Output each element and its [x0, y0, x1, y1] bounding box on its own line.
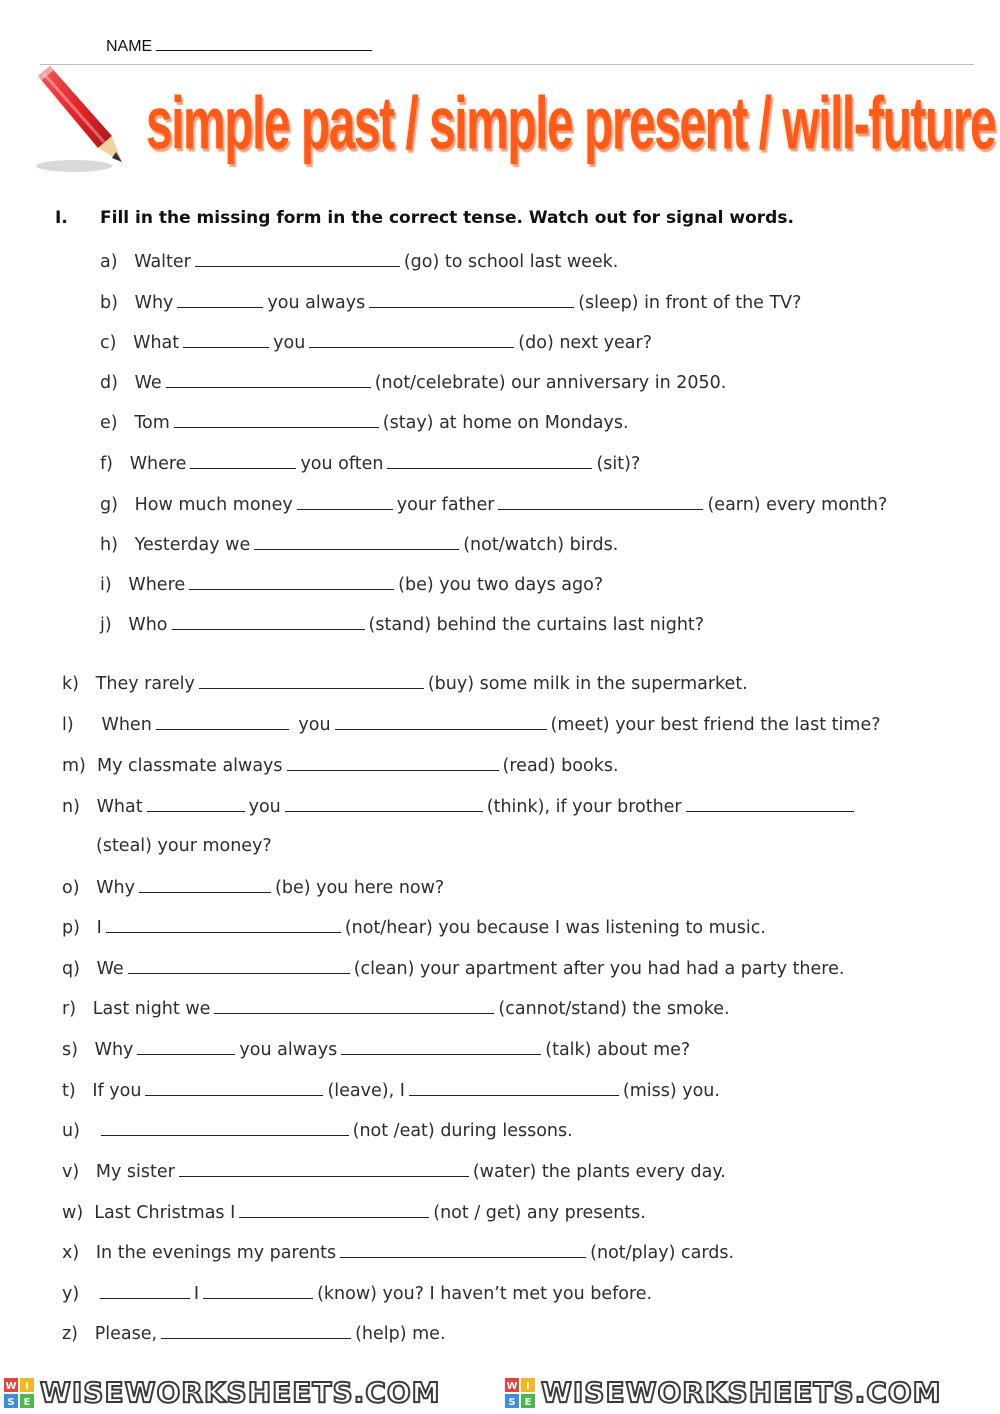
answer-blank[interactable] — [179, 1160, 469, 1177]
question-label: e) — [100, 413, 118, 433]
question-label: b) — [100, 293, 118, 313]
answer-blank[interactable] — [101, 1119, 349, 1136]
question-text: you often — [300, 454, 384, 474]
question-label: n) — [62, 797, 80, 817]
answer-blank[interactable] — [139, 876, 271, 893]
question-n-continuation — [96, 835, 272, 857]
wise-grid-icon — [505, 1378, 535, 1408]
question-x — [62, 1241, 734, 1264]
question-text: (help) me. — [355, 1324, 446, 1344]
watermark-logo — [505, 1378, 997, 1410]
question-text: (miss) you. — [622, 1081, 720, 1101]
question-label: i) — [100, 575, 112, 595]
question-label: y) — [62, 1284, 80, 1304]
question-i — [100, 573, 603, 596]
question-label: c) — [100, 333, 117, 353]
question-text: Why — [134, 293, 174, 313]
question-label: w) — [62, 1203, 84, 1223]
question-o — [62, 876, 444, 899]
question-text: (talk) about me? — [545, 1040, 691, 1060]
answer-blank[interactable] — [166, 371, 371, 388]
question-text: (be) you two days ago? — [398, 575, 604, 595]
question-text: In the evenings my parents — [95, 1243, 337, 1263]
question-s — [62, 1038, 690, 1061]
question-label: f) — [100, 454, 113, 474]
question-text: you — [298, 715, 331, 735]
answer-blank[interactable] — [409, 1079, 619, 1096]
answer-blank[interactable] — [341, 1038, 541, 1055]
question-label: k) — [62, 674, 79, 694]
answer-blank[interactable] — [195, 250, 400, 267]
question-label: g) — [100, 495, 118, 515]
question-l — [62, 713, 881, 736]
question-p — [62, 916, 766, 939]
question-text: (not / get) any presents. — [433, 1203, 646, 1223]
icon-letter: S — [508, 1397, 516, 1408]
question-text: (buy) some milk in the supermarket. — [427, 674, 748, 694]
question-j — [100, 613, 704, 636]
question-text: Please, — [94, 1324, 158, 1344]
question-u — [62, 1119, 573, 1142]
answer-blank[interactable] — [309, 331, 514, 348]
section-number: I. — [55, 208, 68, 228]
answer-blank[interactable] — [335, 713, 547, 730]
question-label: r) — [62, 999, 77, 1019]
watermark-logo — [4, 1378, 494, 1410]
question-k — [62, 672, 748, 695]
question-text: (sit)? — [596, 454, 641, 474]
answer-blank[interactable] — [161, 1322, 351, 1339]
question-label: m) — [62, 756, 86, 776]
answer-blank[interactable] — [498, 493, 703, 510]
answer-blank[interactable] — [287, 754, 499, 771]
wise-grid-icon — [4, 1378, 34, 1408]
question-text: (not/hear) you because I was listening to music. — [344, 918, 766, 938]
question-label: s) — [62, 1040, 78, 1060]
question-text: (not/watch) birds. — [463, 535, 619, 555]
question-text: I — [96, 918, 102, 938]
question-text: Why — [96, 878, 136, 898]
question-text: (be) you here now? — [275, 878, 445, 898]
question-text: (water) the plants every day. — [472, 1162, 726, 1182]
question-y — [62, 1282, 652, 1305]
question-text: (not/celebrate) our anniversary in 2050. — [374, 373, 727, 393]
question-label: d) — [100, 373, 118, 393]
question-text: (earn) every month? — [707, 495, 888, 515]
answer-blank[interactable] — [172, 613, 365, 630]
question-text: Tom — [134, 413, 170, 433]
question-label: a) — [100, 252, 118, 272]
question-text: Why — [94, 1040, 134, 1060]
answer-blank[interactable] — [297, 493, 393, 510]
question-text: (stand) behind the curtains last night? — [368, 615, 705, 635]
question-z — [62, 1322, 446, 1345]
answer-blank[interactable] — [285, 795, 483, 812]
answer-blank[interactable] — [340, 1241, 586, 1258]
answer-blank[interactable] — [100, 1282, 190, 1299]
question-t — [62, 1079, 720, 1102]
answer-blank[interactable] — [137, 1038, 235, 1055]
answer-blank[interactable] — [177, 291, 263, 308]
question-label: l) — [62, 715, 74, 735]
question-d — [100, 371, 726, 394]
question-c — [100, 331, 652, 354]
question-r — [62, 997, 730, 1020]
question-label: p) — [62, 918, 80, 938]
question-text: (do) next year? — [518, 333, 652, 353]
answer-blank[interactable] — [254, 533, 459, 550]
name-label: NAME — [106, 38, 153, 55]
question-text: Where — [129, 454, 187, 474]
question-text: If you — [92, 1081, 142, 1101]
question-m — [62, 754, 619, 777]
question-v — [62, 1160, 726, 1183]
question-text: (steal) your money? — [96, 836, 272, 856]
answer-blank[interactable] — [156, 713, 289, 730]
question-text: (go) to school last week. — [403, 252, 619, 272]
question-text: Where — [128, 575, 186, 595]
question-label: x) — [62, 1243, 80, 1263]
question-label: j) — [100, 615, 112, 635]
question-label: z) — [62, 1324, 79, 1344]
question-text: My sister — [95, 1162, 175, 1182]
question-text: We — [96, 959, 124, 979]
question-text: Last Christmas I — [94, 1203, 236, 1223]
question-text: your father — [396, 495, 495, 515]
question-text: (know) you? I haven’t met you before. — [317, 1284, 653, 1304]
answer-blank[interactable] — [199, 672, 424, 689]
question-text: Walter — [134, 252, 191, 272]
answer-blank[interactable] — [128, 957, 350, 974]
question-label: o) — [62, 878, 80, 898]
question-text: (cannot/stand) the smoke. — [498, 999, 730, 1019]
question-g — [100, 493, 887, 516]
icon-letter: S — [7, 1397, 15, 1408]
question-a — [100, 250, 618, 273]
question-label: t) — [62, 1081, 76, 1101]
question-label: q) — [62, 959, 80, 979]
answer-blank[interactable] — [106, 916, 341, 933]
question-text: (stay) at home on Mondays. — [382, 413, 629, 433]
question-text: (not/play) cards. — [590, 1243, 735, 1263]
question-text: (clean) your apartment after you had had a party there. — [353, 959, 845, 979]
question-w — [62, 1201, 646, 1224]
answer-blank[interactable] — [189, 573, 394, 590]
icon-letter: I — [526, 1381, 530, 1392]
footer-watermark — [0, 1372, 1000, 1414]
question-f — [100, 452, 640, 475]
question-label: v) — [62, 1162, 80, 1182]
answer-blank[interactable] — [174, 411, 379, 428]
question-text: (meet) your best friend the last time? — [550, 715, 881, 735]
answer-blank[interactable] — [190, 452, 296, 469]
worksheet-title: simple past / simple present / will-future — [146, 83, 996, 166]
question-text: you — [273, 333, 306, 353]
question-label: u) — [62, 1121, 80, 1141]
icon-letter: I — [25, 1381, 29, 1392]
question-text: (think), if your brother — [486, 797, 682, 817]
red-pencil-icon — [34, 66, 126, 180]
section-heading — [55, 208, 794, 228]
question-text: you — [248, 797, 281, 817]
question-h — [100, 533, 618, 556]
question-b — [100, 291, 801, 314]
answer-blank[interactable] — [147, 795, 245, 812]
question-text: (sleep) in front of the TV? — [578, 293, 802, 313]
question-q — [62, 957, 844, 980]
icon-letter: E — [524, 1397, 532, 1408]
answer-blank[interactable] — [369, 291, 574, 308]
question-text: (not /eat) during lessons. — [352, 1121, 573, 1141]
answer-blank[interactable] — [183, 331, 269, 348]
question-text: How much money — [134, 495, 293, 515]
answer-blank[interactable] — [145, 1079, 323, 1096]
answer-blank[interactable] — [214, 997, 494, 1014]
watermark-text: WISEWORKSHEETS.COM — [541, 1376, 942, 1409]
question-text: When — [101, 715, 152, 735]
section-instruction: Fill in the missing form in the correct tense. Watch out for signal words. — [100, 208, 794, 228]
icon-letter: W — [506, 1381, 518, 1392]
question-text: (read) books. — [502, 756, 619, 776]
watermark-text: WISEWORKSHEETS.COM — [40, 1376, 441, 1409]
question-text: Who — [128, 615, 168, 635]
question-text: I — [193, 1284, 200, 1304]
question-text: you always — [239, 1040, 338, 1060]
question-text: you always — [267, 293, 366, 313]
question-text: Yesterday we — [134, 535, 251, 555]
question-text: Last night we — [92, 999, 211, 1019]
question-text: What — [96, 797, 143, 817]
answer-blank[interactable] — [387, 452, 592, 469]
question-text: What — [133, 333, 180, 353]
question-text: My classmate always — [97, 756, 283, 776]
question-text: We — [134, 373, 162, 393]
question-text: They rarely — [95, 674, 195, 694]
answer-blank[interactable] — [686, 795, 854, 812]
question-label: h) — [100, 535, 118, 555]
question-text: (leave), I — [327, 1081, 405, 1101]
question-e — [100, 411, 629, 434]
answer-blank[interactable] — [203, 1282, 313, 1299]
question-n — [62, 795, 858, 818]
icon-letter: W — [5, 1381, 17, 1392]
answer-blank[interactable] — [239, 1201, 429, 1218]
icon-letter: E — [23, 1397, 31, 1408]
